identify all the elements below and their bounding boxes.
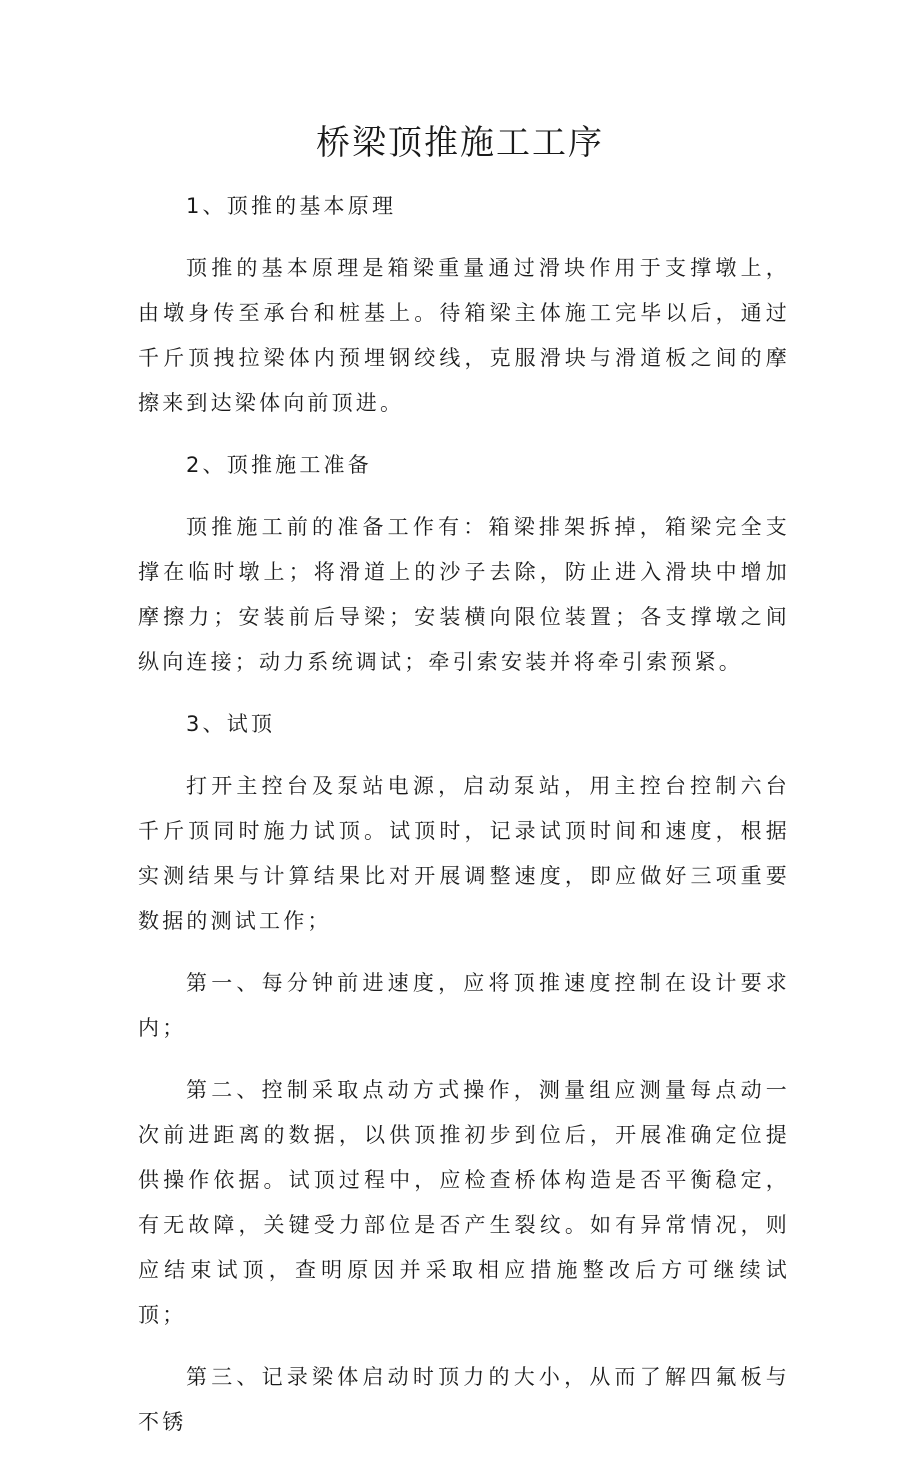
paragraph-second-item: 第二、控制采取点动方式操作，测量组应测量每点动一次前进距离的数据，以供顶推初步到位后，开展准确定位提供操作依据。试顶过程中，应检查桥体构造是否平衡稳定，有无故障，关键受力部位是否产生裂纹。如有异常情况，则应结束试顶，查明原因并采取相应措施整改后方可继续试顶； bbox=[138, 1078, 790, 1327]
paragraph-trial-push: 打开主控台及泵站电源，启动泵站，用主控台控制六台千斤顶同时施力试顶。试顶时，记录试顶时间和速度，根据实测结果与计算结果比对开展调整速度，即应做好三项重要数据的测试工作； bbox=[138, 774, 790, 933]
section-heading-preparation: 2、顶推施工准备 bbox=[186, 453, 372, 477]
section-heading-trial-push: 3、试顶 bbox=[186, 712, 276, 736]
paragraph-preparation: 顶推施工前的准备工作有：箱梁排架拆掉，箱梁完全支撑在临时墩上；将滑道上的沙子去除，防止进入滑块中增加摩擦力；安装前后导梁；安装横向限位装置；各支撑墩之间纵向连接；动力系统调试；牵引索安装并将牵引索预紧。 bbox=[138, 515, 790, 674]
paragraph-first-item: 第一、每分钟前进速度，应将顶推速度控制在设计要求内； bbox=[138, 971, 790, 1040]
paragraph-principle: 顶推的基本原理是箱梁重量通过滑块作用于支撑墩上，由墩身传至承台和桩基上。待箱梁主体施工完毕以后，通过千斤顶拽拉梁体内预埋钢绞线，克服滑块与滑道板之间的摩擦来到达梁体向前顶进。 bbox=[138, 256, 790, 415]
paragraph-third-item: 第三、记录梁体启动时顶力的大小，从而了解四氟板与不锈 bbox=[138, 1365, 790, 1434]
section-heading-principle: 1、顶推的基本原理 bbox=[186, 194, 397, 218]
document-title: 桥梁顶推施工工序 bbox=[316, 123, 604, 163]
document-body bbox=[138, 184, 790, 1462]
